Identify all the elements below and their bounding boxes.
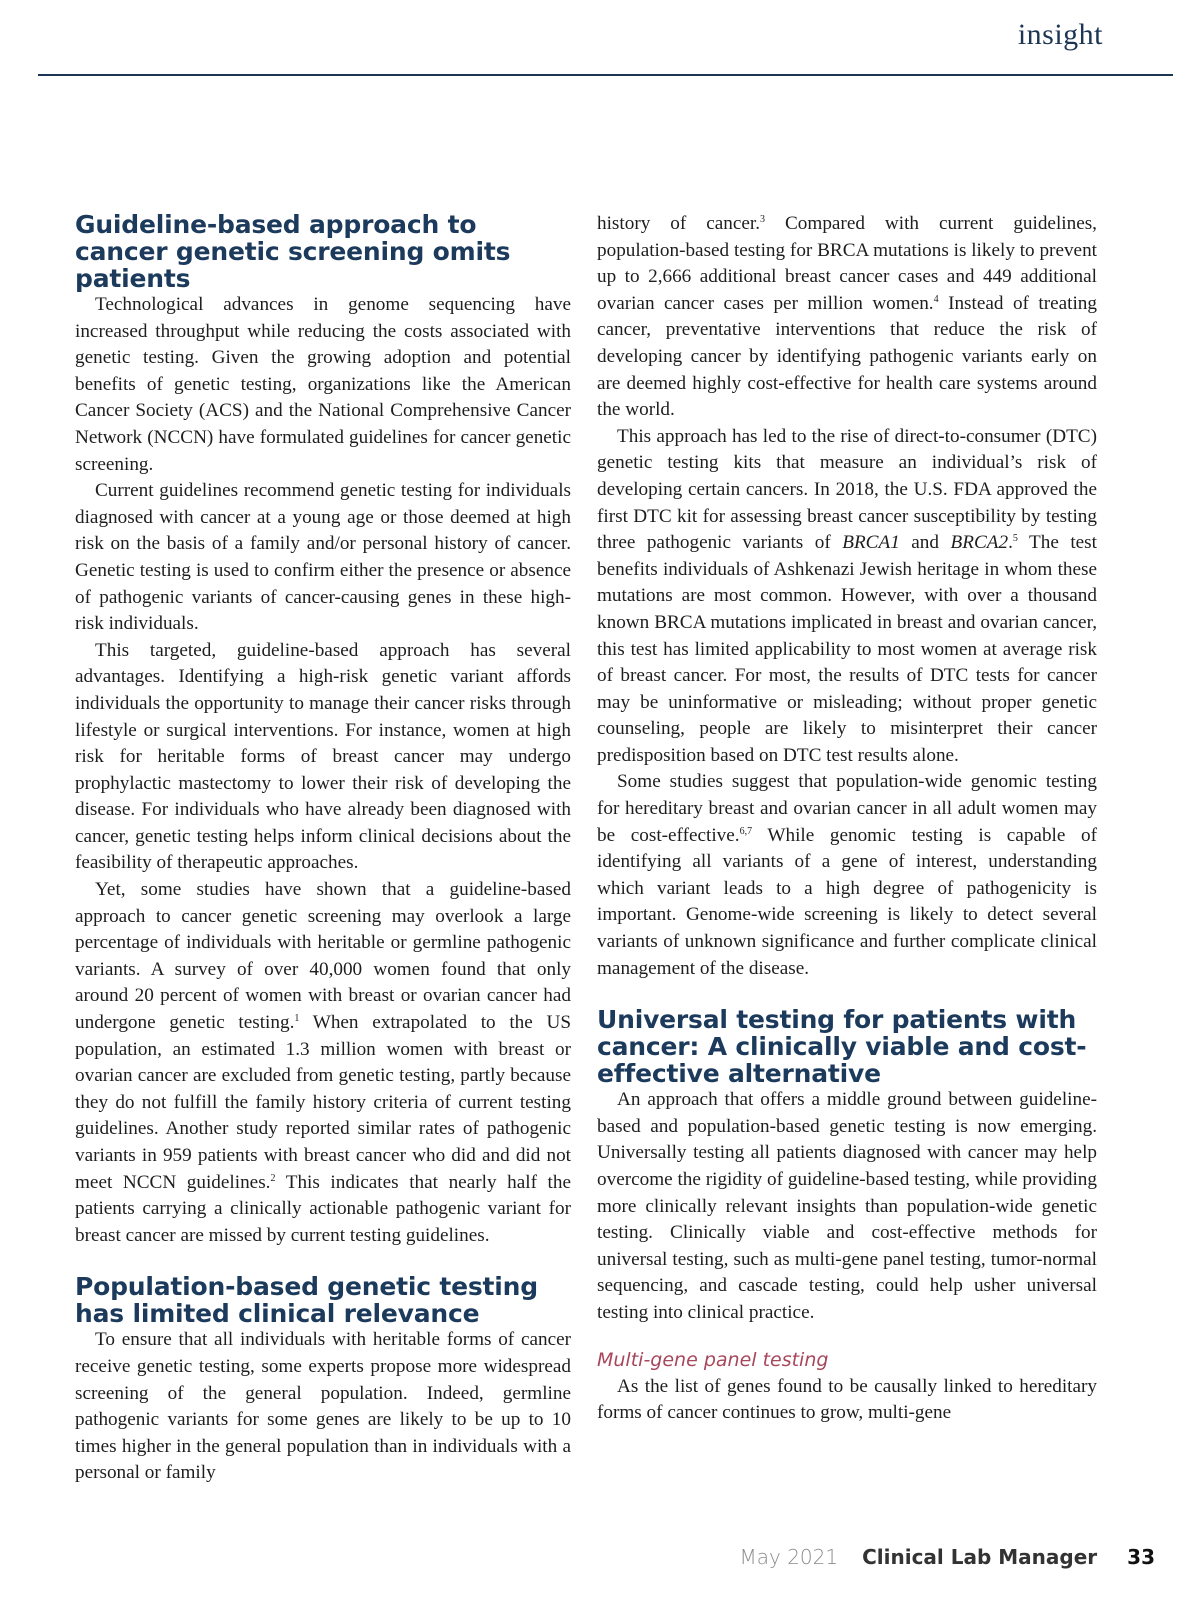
issue-date: May 2021: [739, 1545, 839, 1569]
paragraph: [597, 769, 1097, 982]
paragraph: [597, 424, 1097, 770]
section-heading-universal: Universal testing for patients with cancer: A clinically viable and cost-effective alternative: [597, 1005, 1087, 1089]
text-run: The test benefits individuals of Ashkenazi Jewish heritage in whom these mutations are most common. However, with over a thousand known BRCA mutations implicated in breast and ovarian cancer, this test has limited applicability to most women at average risk of breast cancer. For most, the results of DTC tests for cancer may be uninformative or misleading; without proper genetic counseling, people are likely to misinterpret their cancer predisposition based on DTC test results alone.: [597, 532, 1097, 766]
paragraph: Technological advances in genome sequencing have increased throughput while reducing the costs associated with genetic testing. Given the growing adoption and potential benefits of genetic testing, organizations like the American Cancer Society (ACS) and the National Comprehensive Cancer Network (NCCN) have formulated guidelines for cancer genetic screening.: [75, 294, 571, 475]
paragraph: [597, 211, 1097, 424]
text-run: This indicates that nearly half the patients carrying a clinically actionable pathogenic variant for breast cancer are missed by current testing guidelines.: [75, 1171, 572, 1246]
page-number: 33: [1127, 1545, 1155, 1569]
footnote-ref: 6,7: [739, 825, 753, 837]
footnote-ref: 5: [1012, 533, 1018, 545]
footnote-ref: 2: [270, 1172, 276, 1184]
text-run: .: [1008, 532, 1013, 554]
text-run: While genomic testing is capable of identifying all variants of a gene of interest, understanding which variant leads to a high degree of pathogenicity is important. Genome-wide screening is likely to detect several variants of unknown significance and further complicate clinical management of the disease.: [597, 824, 1097, 979]
gene-name: BRCA2: [950, 532, 1009, 554]
magazine-name: Clinical Lab Manager: [862, 1545, 1098, 1569]
paragraph: [75, 877, 571, 1249]
right-column: [597, 211, 1097, 1427]
text-run: When extrapolated to the US population, an estimated 1.3 million women with breast or ovarian cancer are excluded from genetic testing, partly because they do not fulfill the family history criteria of current testing guidelines. Another study reported similar rates of pathogenic variants in 959 patients with breast cancer who did and did not meet NCCN guidelines.: [75, 1012, 571, 1193]
text-run: history of cancer.: [597, 213, 761, 234]
header-divider: [38, 74, 1173, 76]
paragraph: This targeted, guideline-based approach has several advantages. Identifying a high-risk genetic variant affords individuals the opportunity to manage their cancer risks through lifestyle or surgical interventions. For instance, women at high risk for heritable forms of breast cancer may undergo prophylactic mastectomy to lower their risk of developing the disease. For individuals who have already been diagnosed with cancer, genetic testing helps inform clinical decisions about the feasibility of therapeutic approaches.: [75, 639, 571, 874]
paragraph: To ensure that all individuals with heritable forms of cancer receive genetic testing, some experts propose more widespread screening of the general population. Indeed, germline pathogenic variants for some genes are likely to be up to 10 times higher in the general population than in individuals with a personal or family: [75, 1329, 571, 1484]
subheading-multigene: Multi-gene panel testing: [597, 1348, 829, 1371]
section-heading-population: Population-based genetic testing has limited clinical relevance: [75, 1272, 538, 1329]
gene-name: BRCA1: [842, 532, 900, 554]
paragraph: An approach that offers a middle ground between guideline-based and population-based genetic testing is now emerging. Universally testing all patients diagnosed with cancer may help overcome the rigidity of guideline-based testing, while providing more clinically relevant insights than population-wide genetic testing. Clinically viable and cost-effective methods for universal testing, such as multi-gene panel testing, tumor-normal sequencing, and cascade testing, could help usher universal testing into clinical practice.: [597, 1089, 1097, 1323]
footnote-ref: 4: [933, 293, 939, 305]
text-run: and: [899, 532, 951, 554]
page-footer: [739, 1545, 1155, 1569]
paragraph: Current guidelines recommend genetic testing for individuals diagnosed with cancer at a young age or those deemed at high risk on the basis of a family and/or personal history of cancer. Genetic testing is used to confirm either the presence or absence of pathogenic variants of cancer-causing genes in these high-risk individuals.: [75, 480, 571, 635]
text-run: Compared with current guidelines, population-based testing for BRCA mutations is likely to prevent up to 2,666 additional breast cancer cases and 449 additional ovarian cancer cases per million women.: [597, 213, 1097, 314]
section-tag: insight: [1017, 18, 1103, 51]
text-run: This approach has led to the rise of direct-to-consumer (DTC) genetic testing kits that measure an individual’s risk of developing certain cancers. In 2018, the U.S. FDA approved the first DTC kit for assessing breast cancer susceptibility by testing three pathogenic variants of: [597, 425, 1097, 554]
footnote-ref: 1: [294, 1013, 300, 1025]
paragraph: As the list of genes found to be causally linked to hereditary forms of cancer continues to grow, multi-gene: [597, 1375, 1097, 1424]
footnote-ref: 3: [760, 214, 766, 225]
text-run: Yet, some studies have shown that a guideline-based approach to cancer genetic screening may overlook a large percentage of individuals with heritable or germline pathogenic variants. A survey of over 40,000 women found that only around 20 percent of women with breast or ovarian cancer had undergone genetic testing.: [75, 879, 571, 1034]
section-heading-guideline: Guideline-based approach to cancer genetic screening omits patients: [75, 210, 511, 293]
text-run: Instead of treating cancer, preventative interventions that reduce the risk of developing cancer by identifying pathogenic variants early on are deemed highly cost-effective for health care systems around the world.: [597, 292, 1097, 421]
left-column: [75, 211, 571, 1487]
text-run: Some studies suggest that population-wide genomic testing for hereditary breast and ovarian cancer in all adult women may be cost-effective.: [597, 771, 1097, 846]
